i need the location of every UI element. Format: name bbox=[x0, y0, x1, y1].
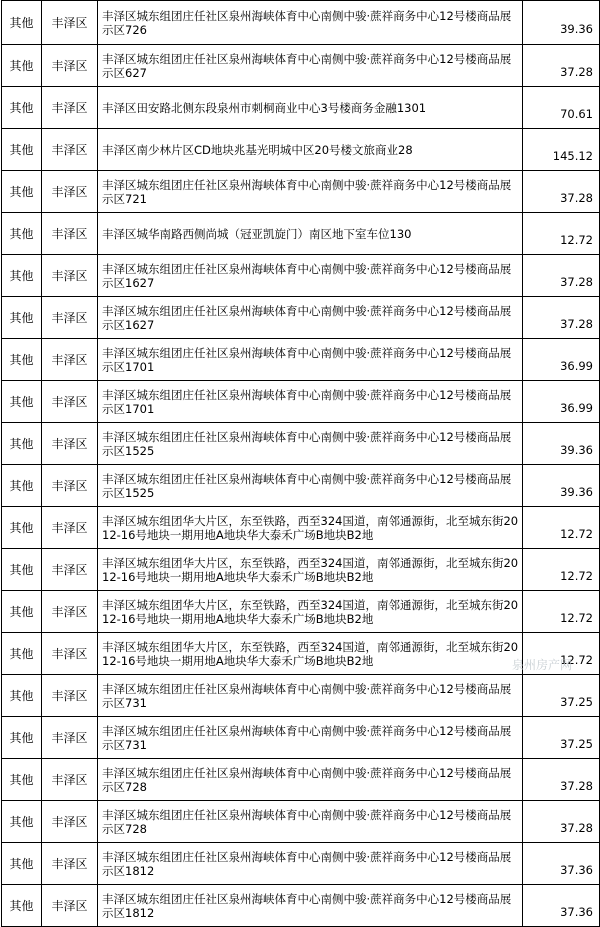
location-cell: 丰泽区城东组团庄任社区泉州海峡体育中心南侧中骏·蔗祥商务中心12号楼商品展示区1701 bbox=[98, 381, 523, 423]
area-cell: 37.28 bbox=[523, 297, 600, 339]
district-cell: 丰泽区 bbox=[42, 297, 98, 339]
category-cell: 其他 bbox=[2, 381, 42, 423]
area-cell: 37.28 bbox=[523, 759, 600, 801]
property-table bbox=[1, 0, 600, 927]
table-row bbox=[2, 423, 600, 465]
district-cell: 丰泽区 bbox=[42, 339, 98, 381]
district-cell: 丰泽区 bbox=[42, 801, 98, 843]
category-cell: 其他 bbox=[2, 45, 42, 87]
area-cell: 37.36 bbox=[523, 885, 600, 927]
table-row bbox=[2, 465, 600, 507]
location-cell: 丰泽区城东组团庄任社区泉州海峡体育中心南侧中骏·蔗祥商务中心12号楼商品展示区627 bbox=[98, 45, 523, 87]
table-row bbox=[2, 633, 600, 675]
category-cell: 其他 bbox=[2, 171, 42, 213]
location-cell: 丰泽区城东组团华大片区，东至铁路，西至324国道，南邻通源街，北至城东街2012-16号地块一期用地A地块华大泰禾广场B地块B2地 bbox=[98, 633, 523, 675]
table-row bbox=[2, 213, 600, 255]
district-cell: 丰泽区 bbox=[42, 843, 98, 885]
district-cell: 丰泽区 bbox=[42, 87, 98, 129]
area-cell: 12.72 bbox=[523, 507, 600, 549]
district-cell: 丰泽区 bbox=[42, 465, 98, 507]
table-row bbox=[2, 549, 600, 591]
area-cell: 39.36 bbox=[523, 423, 600, 465]
district-cell: 丰泽区 bbox=[42, 507, 98, 549]
area-cell: 37.28 bbox=[523, 255, 600, 297]
category-cell: 其他 bbox=[2, 423, 42, 465]
area-cell: 12.72 bbox=[523, 549, 600, 591]
category-cell: 其他 bbox=[2, 843, 42, 885]
category-cell: 其他 bbox=[2, 885, 42, 927]
category-cell: 其他 bbox=[2, 87, 42, 129]
area-cell: 37.28 bbox=[523, 171, 600, 213]
area-cell: 37.36 bbox=[523, 843, 600, 885]
location-cell: 丰泽区城东组团华大片区，东至铁路，西至324国道，南邻通源街，北至城东街2012-16号地块一期用地A地块华大泰禾广场B地块B2地 bbox=[98, 591, 523, 633]
table-row bbox=[2, 339, 600, 381]
table-row bbox=[2, 759, 600, 801]
area-cell: 12.72 bbox=[523, 213, 600, 255]
table-row bbox=[2, 591, 600, 633]
location-cell: 丰泽区城东组团庄任社区泉州海峡体育中心南侧中骏·蔗祥商务中心12号楼商品展示区1627 bbox=[98, 255, 523, 297]
location-cell: 丰泽区城东组团庄任社区泉州海峡体育中心南侧中骏·蔗祥商务中心12号楼商品展示区1525 bbox=[98, 423, 523, 465]
table-row bbox=[2, 717, 600, 759]
category-cell: 其他 bbox=[2, 549, 42, 591]
area-cell: 39.36 bbox=[523, 1, 600, 45]
category-cell: 其他 bbox=[2, 717, 42, 759]
location-cell: 丰泽区城东组团庄任社区泉州海峡体育中心南侧中骏·蔗祥商务中心12号楼商品展示区1812 bbox=[98, 843, 523, 885]
table-row bbox=[2, 171, 600, 213]
district-cell: 丰泽区 bbox=[42, 45, 98, 87]
area-cell: 12.72 bbox=[523, 633, 600, 675]
area-cell: 36.99 bbox=[523, 381, 600, 423]
district-cell: 丰泽区 bbox=[42, 885, 98, 927]
district-cell: 丰泽区 bbox=[42, 171, 98, 213]
district-cell: 丰泽区 bbox=[42, 423, 98, 465]
area-cell: 37.25 bbox=[523, 675, 600, 717]
category-cell: 其他 bbox=[2, 213, 42, 255]
category-cell: 其他 bbox=[2, 507, 42, 549]
category-cell: 其他 bbox=[2, 129, 42, 171]
location-cell: 丰泽区城东组团庄任社区泉州海峡体育中心南侧中骏·蔗祥商务中心12号楼商品展示区1525 bbox=[98, 465, 523, 507]
area-cell: 145.12 bbox=[523, 129, 600, 171]
district-cell: 丰泽区 bbox=[42, 675, 98, 717]
category-cell: 其他 bbox=[2, 759, 42, 801]
area-cell: 37.25 bbox=[523, 717, 600, 759]
district-cell: 丰泽区 bbox=[42, 1, 98, 45]
location-cell: 丰泽区城东组团庄任社区泉州海峡体育中心南侧中骏·蔗祥商务中心12号楼商品展示区1701 bbox=[98, 339, 523, 381]
category-cell: 其他 bbox=[2, 801, 42, 843]
district-cell: 丰泽区 bbox=[42, 255, 98, 297]
table-row bbox=[2, 381, 600, 423]
category-cell: 其他 bbox=[2, 339, 42, 381]
district-cell: 丰泽区 bbox=[42, 129, 98, 171]
category-cell: 其他 bbox=[2, 675, 42, 717]
category-cell: 其他 bbox=[2, 255, 42, 297]
district-cell: 丰泽区 bbox=[42, 549, 98, 591]
location-cell: 丰泽区城东组团华大片区，东至铁路，西至324国道，南邻通源街，北至城东街2012-16号地块一期用地A地块华大泰禾广场B地块B2地 bbox=[98, 549, 523, 591]
category-cell: 其他 bbox=[2, 1, 42, 45]
category-cell: 其他 bbox=[2, 465, 42, 507]
category-cell: 其他 bbox=[2, 297, 42, 339]
table-row bbox=[2, 87, 600, 129]
district-cell: 丰泽区 bbox=[42, 717, 98, 759]
area-cell: 36.99 bbox=[523, 339, 600, 381]
location-cell: 丰泽区城东组团庄任社区泉州海峡体育中心南侧中骏·蔗祥商务中心12号楼商品展示区1812 bbox=[98, 885, 523, 927]
location-cell: 丰泽区城东组团庄任社区泉州海峡体育中心南侧中骏·蔗祥商务中心12号楼商品展示区731 bbox=[98, 675, 523, 717]
category-cell: 其他 bbox=[2, 633, 42, 675]
table-row bbox=[2, 129, 600, 171]
location-cell: 丰泽区城东组团庄任社区泉州海峡体育中心南侧中骏·蔗祥商务中心12号楼商品展示区721 bbox=[98, 171, 523, 213]
table-row bbox=[2, 255, 600, 297]
location-cell: 丰泽区城东组团庄任社区泉州海峡体育中心南侧中骏·蔗祥商务中心12号楼商品展示区1627 bbox=[98, 297, 523, 339]
district-cell: 丰泽区 bbox=[42, 591, 98, 633]
table-row bbox=[2, 297, 600, 339]
location-cell: 丰泽区城东组团庄任社区泉州海峡体育中心南侧中骏·蔗祥商务中心12号楼商品展示区731 bbox=[98, 717, 523, 759]
table-row bbox=[2, 801, 600, 843]
table-row bbox=[2, 1, 600, 45]
location-cell: 丰泽区城东组团华大片区，东至铁路，西至324国道，南邻通源街，北至城东街2012-16号地块一期用地A地块华大泰禾广场B地块B2地 bbox=[98, 507, 523, 549]
district-cell: 丰泽区 bbox=[42, 213, 98, 255]
district-cell: 丰泽区 bbox=[42, 381, 98, 423]
table-row bbox=[2, 45, 600, 87]
location-cell: 丰泽区田安路北侧东段泉州市刺桐商业中心3号楼商务金融1301 bbox=[98, 87, 523, 129]
table-row bbox=[2, 885, 600, 927]
area-cell: 12.72 bbox=[523, 591, 600, 633]
area-cell: 37.28 bbox=[523, 45, 600, 87]
category-cell: 其他 bbox=[2, 591, 42, 633]
area-cell: 37.28 bbox=[523, 801, 600, 843]
area-cell: 39.36 bbox=[523, 465, 600, 507]
district-cell: 丰泽区 bbox=[42, 633, 98, 675]
area-cell: 70.61 bbox=[523, 87, 600, 129]
location-cell: 丰泽区城东组团庄任社区泉州海峡体育中心南侧中骏·蔗祥商务中心12号楼商品展示区728 bbox=[98, 801, 523, 843]
table-row bbox=[2, 507, 600, 549]
location-cell: 丰泽区城华南路西侧尚城（冠亚凯旋门）南区地下室车位130 bbox=[98, 213, 523, 255]
table-row bbox=[2, 675, 600, 717]
table-row bbox=[2, 843, 600, 885]
district-cell: 丰泽区 bbox=[42, 759, 98, 801]
table-body bbox=[2, 1, 600, 927]
watermark: 泉州房产网 bbox=[511, 658, 572, 672]
location-cell: 丰泽区城东组团庄任社区泉州海峡体育中心南侧中骏·蔗祥商务中心12号楼商品展示区728 bbox=[98, 759, 523, 801]
location-cell: 丰泽区南少林片区CD地块兆基光明城中区20号楼文旅商业28 bbox=[98, 129, 523, 171]
location-cell: 丰泽区城东组团庄任社区泉州海峡体育中心南侧中骏·蔗祥商务中心12号楼商品展示区726 bbox=[98, 1, 523, 45]
